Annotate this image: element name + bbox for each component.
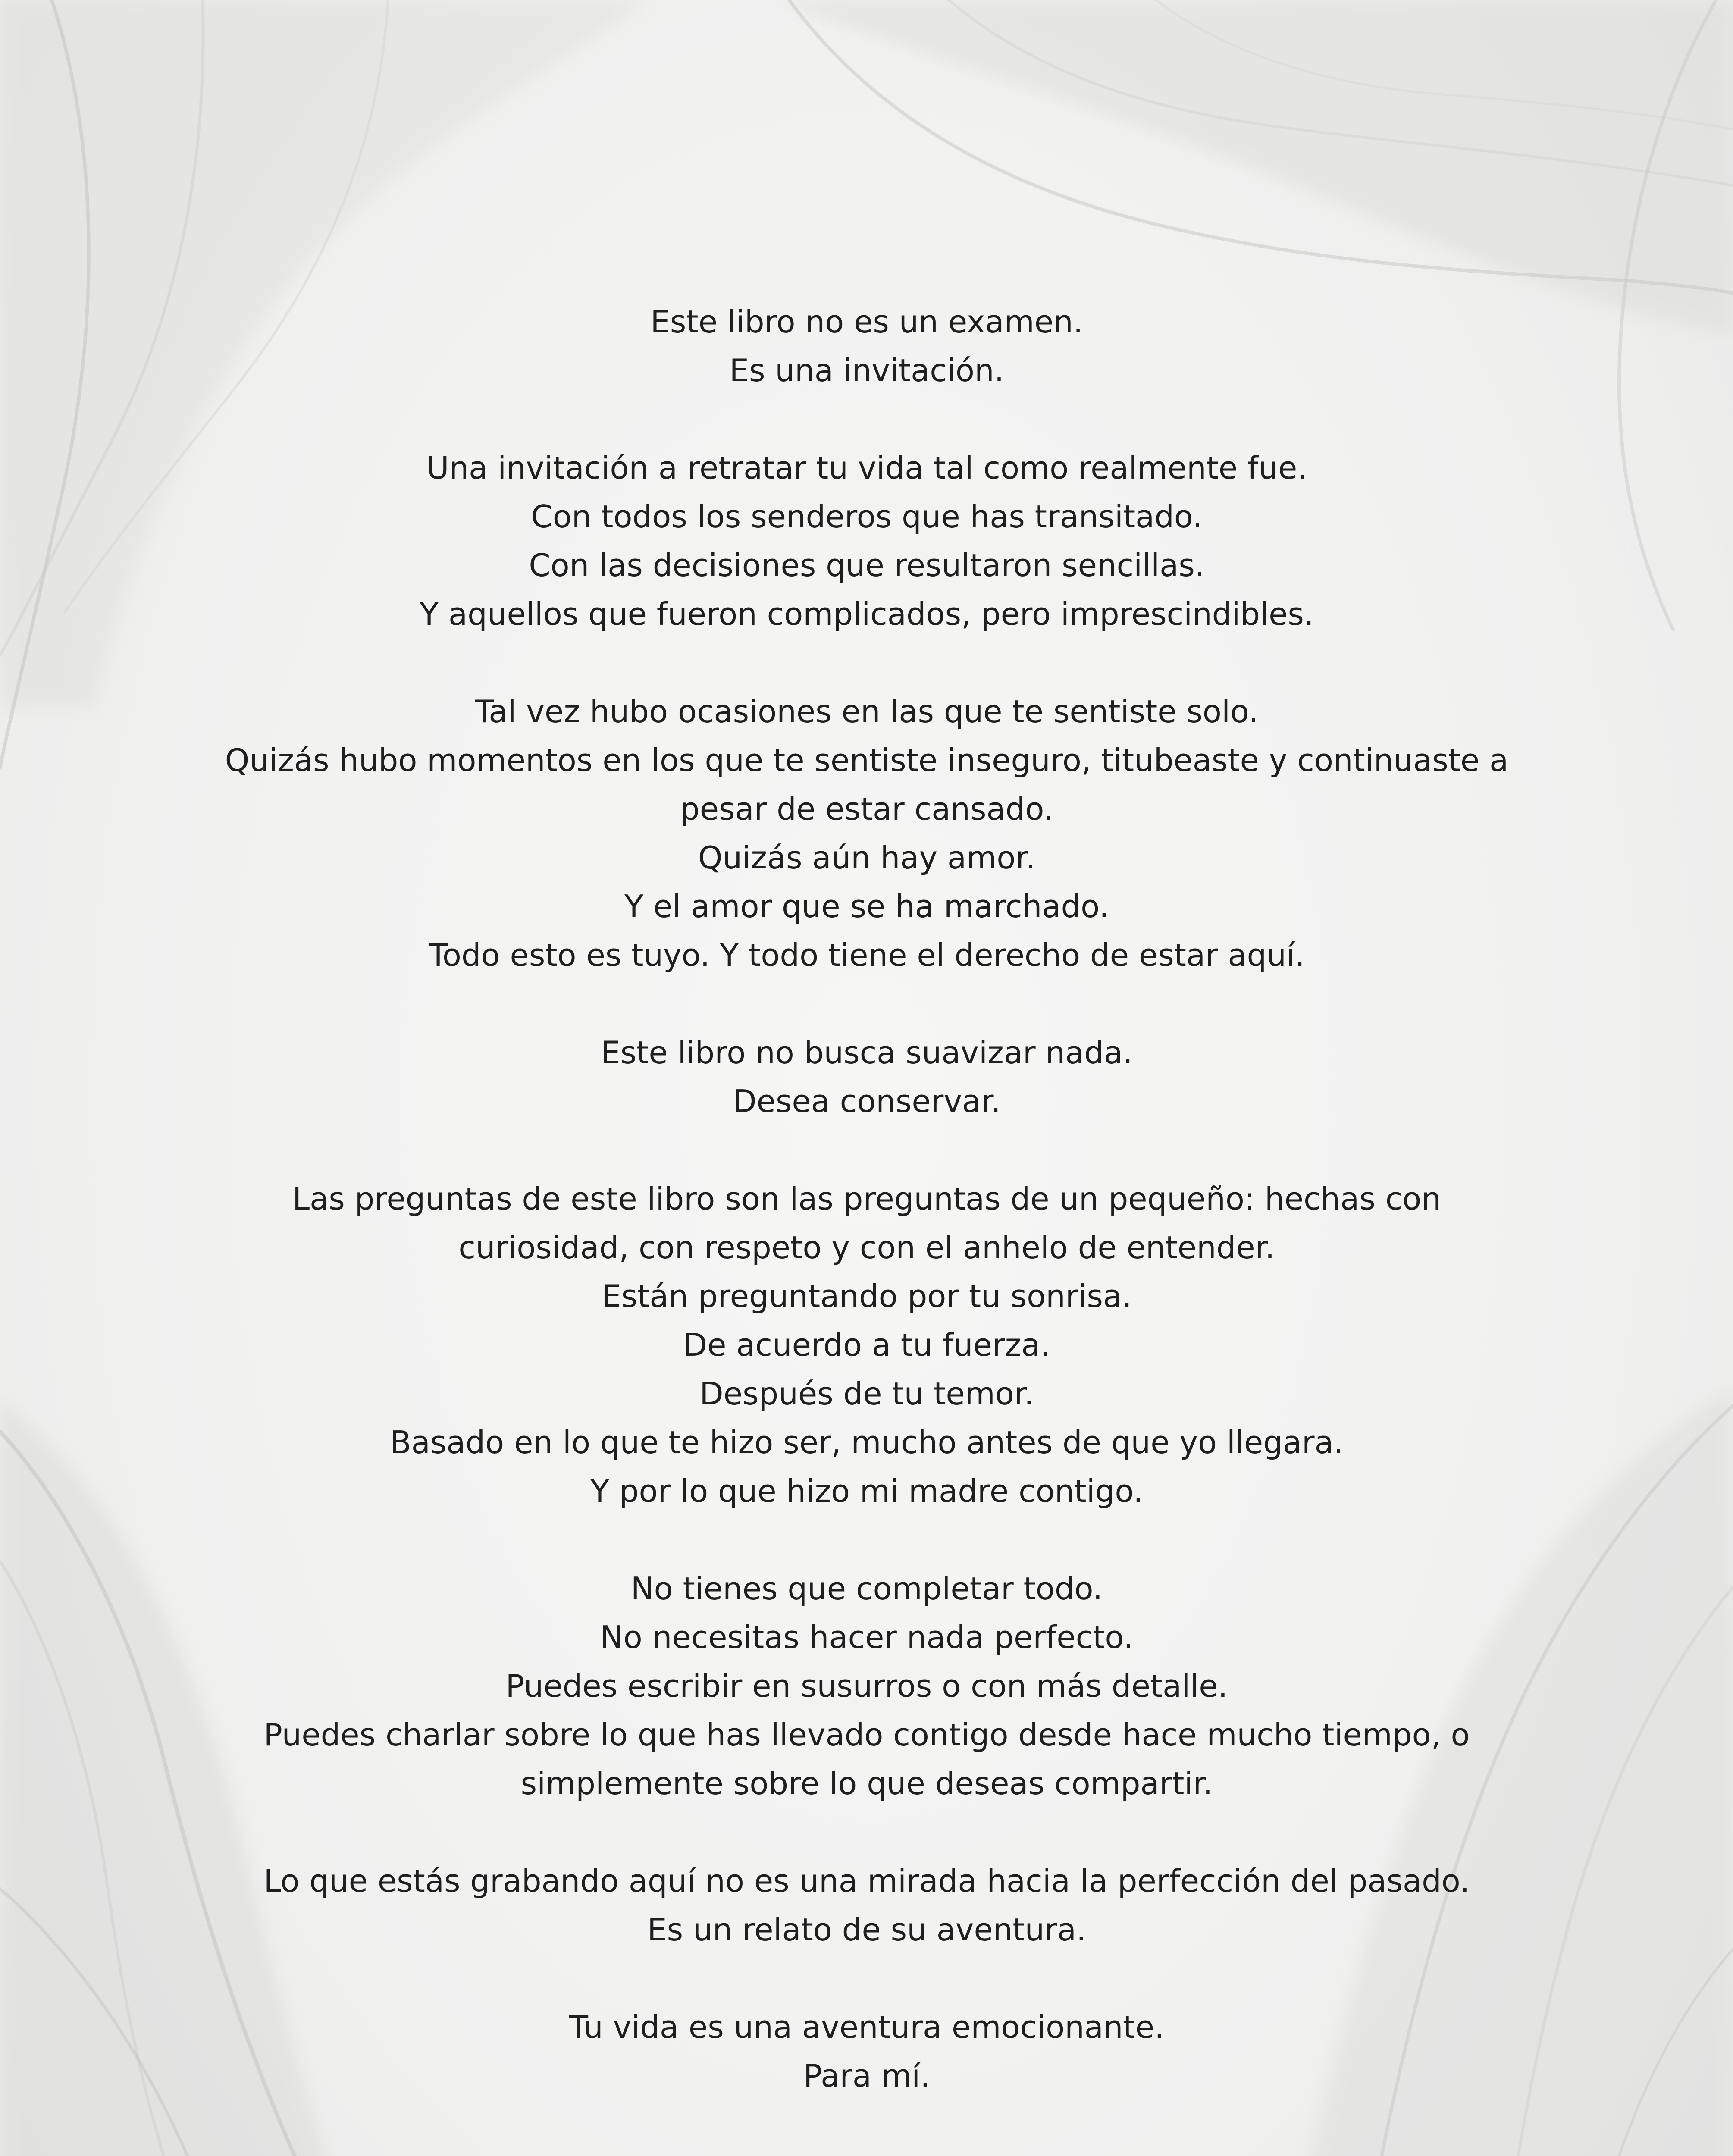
text-line: Están preguntando por tu sonrisa. — [602, 1278, 1132, 1314]
stanza-3 — [129, 687, 1604, 980]
text-line: Es una invitación. — [729, 352, 1004, 389]
text-line: Desea conservar. — [733, 1083, 1001, 1119]
text-line: Una invitación a retratar tu vida tal como realmente fue. — [426, 450, 1307, 486]
text-line: Con las decisiones que resultaron sencillas. — [529, 547, 1205, 583]
text-line: Con todos los senderos que has transitado. — [531, 498, 1203, 535]
text-line: Este libro no es un examen. — [650, 304, 1083, 340]
text-line: De acuerdo a tu fuerza. — [683, 1327, 1050, 1363]
text-line: Y el amor que se ha marchado. — [624, 888, 1109, 924]
stanza-7 — [129, 1857, 1604, 1954]
text-line: Tal vez hubo ocasiones en las que te sentiste solo. — [475, 693, 1259, 730]
stanza-4 — [129, 1028, 1604, 1126]
text-line: Basado en lo que te hizo ser, mucho antes de que yo llegara. — [390, 1424, 1344, 1460]
stanza-8 — [129, 2003, 1604, 2100]
text-line: Después de tu temor. — [699, 1376, 1034, 1412]
text-line: Lo que estás grabando aquí no es una mirada hacia la perfección del pasado. — [263, 1863, 1470, 1899]
text-line: Este libro no busca suavizar nada. — [601, 1034, 1133, 1071]
text-line: Las preguntas de este libro son las preguntas de un pequeño: hechas con curiosidad, con respeto y con el anhelo de entender. — [292, 1181, 1441, 1266]
text-line: Para mí. — [803, 2058, 930, 2094]
text-line: Y aquellos que fueron complicados, pero imprescindibles. — [420, 596, 1314, 632]
text-line: Tu vida es una aventura emocionante. — [569, 2009, 1164, 2045]
stanza-1 — [129, 298, 1604, 395]
stanza-6 — [129, 1564, 1604, 1808]
text-line: No necesitas hacer nada perfecto. — [600, 1619, 1134, 1655]
text-line: Es un relato de su aventura. — [647, 1912, 1086, 1948]
text-line: No tienes que completar todo. — [630, 1570, 1103, 1607]
intro-text-block — [129, 298, 1604, 2100]
stanza-5 — [129, 1175, 1604, 1516]
stanza-2 — [129, 444, 1604, 639]
text-line: Puedes escribir en susurros o con más detalle. — [505, 1668, 1228, 1704]
text-line: Puedes charlar sobre lo que has llevado contigo desde hace mucho tiempo, o simplemente sobre lo que deseas compartir. — [263, 1717, 1470, 1802]
text-line: Todo esto es tuyo. Y todo tiene el derecho de estar aquí. — [429, 937, 1305, 973]
text-line: Quizás hubo momentos en los que te sentiste inseguro, titubeaste y continuaste a pesar de estar cansado. — [225, 742, 1509, 827]
text-line: Quizás aún hay amor. — [698, 840, 1036, 876]
text-line: Y por lo que hizo mi madre contigo. — [590, 1473, 1143, 1509]
